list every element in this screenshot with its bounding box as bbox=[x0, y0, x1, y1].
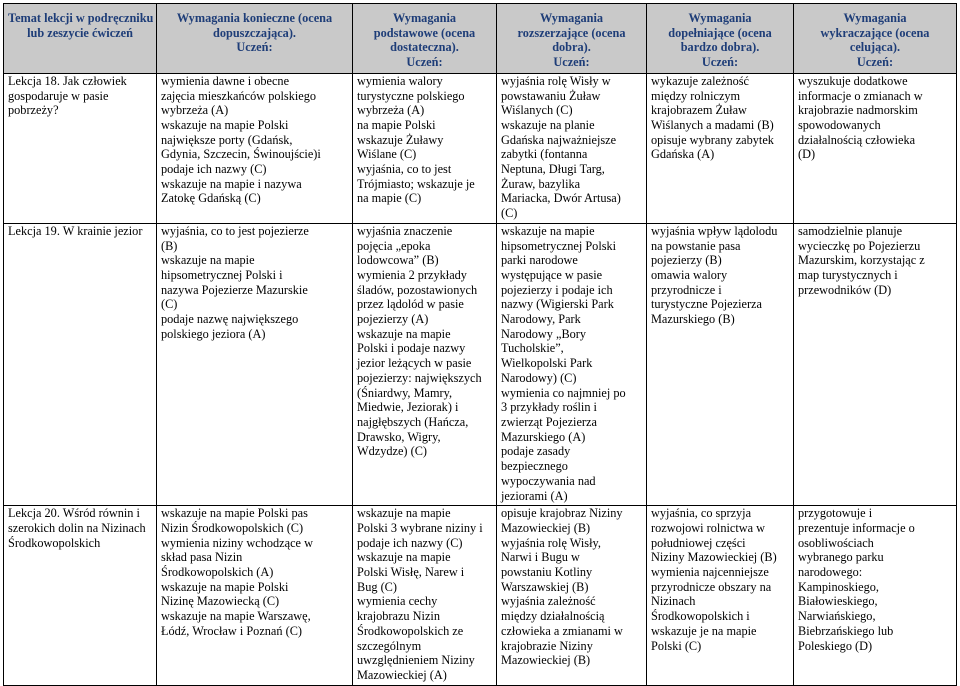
extended-cell bbox=[497, 506, 647, 685]
header-exceeding-requirements bbox=[794, 4, 957, 74]
text-line: Narodowy „Bory bbox=[501, 326, 587, 341]
text-line: Uczeń: bbox=[236, 40, 273, 55]
text-line: wskazuje na mapie bbox=[357, 506, 451, 521]
text-line: najgłębszych (Hańcza, bbox=[357, 414, 469, 429]
text-line: lodowcowa” (B) bbox=[357, 253, 439, 268]
text-line: pobrzeży? bbox=[8, 103, 59, 118]
text-line: Środkowopolskich (A) bbox=[161, 565, 274, 580]
text-line: wskazuje na mapie Polski bbox=[161, 579, 289, 594]
text-line: Narodowy) (C) bbox=[501, 370, 577, 385]
text-line: Wiślanych a madami (B) bbox=[651, 117, 774, 132]
text-line: Uczeń: bbox=[701, 55, 739, 70]
text-line: powstawaniu Żuław bbox=[501, 88, 601, 103]
text-line: nazwy (Wigierski Park bbox=[501, 297, 614, 312]
text-line: Neptuna, Długi Targ, bbox=[501, 162, 605, 177]
text-line: Niziny Mazowieckiej (B) bbox=[651, 550, 777, 565]
text-line: Mazurskim, korzystając z bbox=[798, 253, 925, 268]
text-line: Białowieskiego, bbox=[798, 594, 878, 609]
text-line: Żuraw, bazylika bbox=[501, 176, 581, 191]
text-line: Uczeń: bbox=[553, 55, 590, 70]
text-line: (C) bbox=[501, 206, 518, 221]
text-line: wybrzeża (A) bbox=[161, 103, 229, 118]
text-line: parki narodowe bbox=[501, 253, 578, 268]
text-line: celująca). bbox=[849, 40, 901, 55]
text-line: Gdynia, Szczecin, Świnoujście)i bbox=[161, 147, 321, 162]
text-line: pojęcia „epoka bbox=[357, 238, 431, 253]
text-line: dopuszczająca). bbox=[213, 25, 296, 40]
text-line: Kampinoskiego, bbox=[798, 579, 879, 594]
text-line: Narwiańskiego, bbox=[798, 609, 876, 624]
text-line: Temat lekcji w podręczniku bbox=[8, 11, 154, 25]
header-supplementary-requirements bbox=[647, 4, 794, 74]
text-line: wykazuje zależność bbox=[651, 73, 749, 88]
text-line: Trójmiasto; wskazuje je bbox=[357, 176, 475, 191]
text-line: hipsometrycznej Polski i bbox=[161, 267, 283, 282]
text-line: Gdańska (A) bbox=[651, 147, 715, 162]
text-line: Zatokę Gdańską (C) bbox=[161, 191, 261, 206]
text-line: Środkowopolskich bbox=[8, 535, 101, 550]
text-line: Środkowopolskich ze bbox=[357, 623, 464, 638]
text-line: przyrodnicze i bbox=[651, 282, 722, 297]
text-line: podaje ich nazwy (C) bbox=[357, 535, 463, 550]
text-line: Wdzydze) (C) bbox=[357, 444, 427, 459]
text-line: Tucholskie”, bbox=[501, 341, 564, 356]
text-line: Mazurskiego (A) bbox=[501, 429, 586, 444]
text-line: wyjaśnia znaczenie bbox=[357, 223, 453, 238]
text-line: jeziorami (A) bbox=[501, 488, 568, 503]
text-line: spowodowanych bbox=[798, 117, 881, 132]
text-line: Poleskiego (D) bbox=[798, 638, 873, 653]
text-line: największe porty (Gdańsk, bbox=[161, 132, 293, 147]
text-line: Uczeń: bbox=[856, 55, 894, 70]
text-line: polskiego jeziora (A) bbox=[161, 326, 266, 341]
text-line: Polski Wisłę, Narew i bbox=[357, 565, 465, 580]
text-line: Wymagania konieczne (ocena bbox=[176, 11, 333, 25]
text-line: wypoczywania nad bbox=[501, 473, 596, 488]
text-line: Mariacka, Dwór Artusa) bbox=[501, 191, 621, 206]
text-line: Bug (C) bbox=[357, 579, 397, 594]
text-line: powstaniu Kotliny bbox=[501, 565, 593, 580]
required-cell bbox=[157, 223, 353, 505]
supplementary-cell bbox=[647, 223, 794, 505]
text-line: występujące w pasie bbox=[501, 267, 603, 282]
text-line: Środkowopolskich i bbox=[651, 609, 750, 624]
text-line: wyjaśnia wpływ lądolodu bbox=[651, 223, 778, 238]
text-line: gospodaruje w pasie bbox=[8, 88, 109, 103]
text-line: opisuje krajobraz Niziny bbox=[501, 506, 623, 521]
text-line: Mazowieckiej (B) bbox=[501, 653, 591, 668]
text-line: opisuje wybrany zabytek bbox=[651, 132, 774, 147]
text-line: wyjaśnia zależność bbox=[501, 594, 596, 609]
text-line: krajobrazu Nizin bbox=[357, 609, 440, 624]
text-line: rozwojowi rolnictwa w bbox=[651, 520, 766, 535]
text-line: narodowego: bbox=[798, 565, 863, 580]
text-line: wyjaśnia, co to jest pojezierze bbox=[161, 223, 309, 238]
text-line: Wielkopolski Park bbox=[501, 356, 593, 371]
text-line: hipsometrycznej Polski bbox=[501, 238, 617, 253]
text-line: wyjaśnia rolę Wisły w bbox=[501, 73, 611, 88]
text-line: przygotowuje i bbox=[798, 506, 873, 521]
text-line: informacje o zmianach w bbox=[798, 88, 923, 103]
text-line: Polski i podaje nazwy bbox=[357, 341, 466, 356]
table-row bbox=[4, 506, 957, 685]
text-line: Wymagania bbox=[539, 11, 604, 25]
exceeding-cell bbox=[794, 506, 957, 685]
text-line: wymienia walory bbox=[357, 73, 443, 88]
text-line: Polski 3 wybrane niziny i bbox=[357, 520, 483, 535]
text-line: wskazuje Żuławy bbox=[357, 132, 444, 147]
extended-cell bbox=[497, 223, 647, 505]
text-line: Polski (C) bbox=[651, 638, 702, 653]
text-line: uwzględnieniem Niziny bbox=[357, 653, 475, 668]
text-line: wyjaśnia, co sprzyja bbox=[651, 506, 752, 521]
text-line: śladów, pozostawionych bbox=[357, 282, 478, 297]
text-line: wskazuje na mapie i nazywa bbox=[161, 176, 302, 191]
text-line: wykraczające (ocena bbox=[820, 25, 930, 40]
text-line: turystyczne Pojezierza bbox=[651, 297, 762, 312]
text-line: osobliwościach bbox=[798, 535, 874, 550]
text-line: skład pasa Nizin bbox=[161, 550, 243, 565]
text-line: Nizinę Mazowiecką (C) bbox=[161, 594, 280, 609]
text-line: Mazowieckiej (B) bbox=[501, 520, 591, 535]
text-line: na powstanie pasa bbox=[651, 238, 741, 253]
text-line: wymienia co najmniej po bbox=[501, 385, 626, 400]
requirements-table bbox=[3, 3, 957, 686]
basic-cell bbox=[353, 73, 497, 223]
header-required-requirements bbox=[157, 4, 353, 74]
text-line: Wymagania bbox=[392, 11, 457, 25]
text-line: wymienia dawne i obecne bbox=[161, 73, 290, 88]
text-line: Mazurskiego (B) bbox=[651, 312, 735, 327]
lesson-topic-cell bbox=[4, 506, 157, 685]
supplementary-cell bbox=[647, 506, 794, 685]
text-line: przyrodnicze obszary na bbox=[651, 579, 772, 594]
text-line: wymienia niziny wchodzące w bbox=[161, 535, 313, 550]
text-line: południowej części bbox=[651, 535, 746, 550]
text-line: prezentuje informacje o bbox=[798, 520, 915, 535]
text-line: wskazuje na mapie Polski bbox=[161, 117, 289, 132]
text-line: Narwi i Bugu w bbox=[501, 550, 580, 565]
text-line: Biebrzańskiego lub bbox=[798, 623, 894, 638]
text-line: pojezierzy (A) bbox=[357, 312, 429, 327]
text-line: zajęcia mieszkańców polskiego bbox=[161, 88, 317, 103]
text-line: Drawsko, Wigry, bbox=[357, 429, 441, 444]
text-line: wymienia 2 przykłady bbox=[357, 267, 467, 282]
text-line: dobra). bbox=[552, 40, 591, 55]
text-line: szczególnym bbox=[357, 638, 422, 653]
text-line: pojezierzy: największych bbox=[357, 370, 482, 385]
text-line: pojezierzy i podaje ich bbox=[501, 282, 613, 297]
text-line: wybranego parku bbox=[798, 550, 884, 565]
extended-cell bbox=[497, 73, 647, 223]
text-line: wymienia cechy bbox=[357, 594, 438, 609]
text-line: Gdańska najważniejsze bbox=[501, 132, 617, 147]
text-line: wyjaśnia rolę Wisły, bbox=[501, 535, 601, 550]
text-line: Uczeń: bbox=[406, 55, 443, 70]
text-line: turystyczne polskiego bbox=[357, 88, 465, 103]
text-line: człowieka a zmianami w bbox=[501, 623, 623, 638]
text-line: Mazowieckiej (A) bbox=[357, 667, 447, 682]
lesson-topic-cell bbox=[4, 73, 157, 223]
text-line: Lekcja 19. W krainie jezior bbox=[8, 223, 143, 238]
text-line: krajobrazie nadmorskim bbox=[798, 103, 918, 118]
basic-cell bbox=[353, 223, 497, 505]
text-line: wskazuje na mapie Polski pas bbox=[161, 506, 308, 521]
text-line: (Śniardwy, Mamry, bbox=[357, 385, 453, 400]
text-line: zabytki (fontanna bbox=[501, 147, 588, 162]
header-extended-requirements bbox=[497, 4, 647, 74]
text-line: (D) bbox=[798, 147, 816, 162]
text-line: wskazuje na mapie bbox=[161, 253, 255, 268]
text-line: wskazuje je na mapie bbox=[651, 623, 757, 638]
text-line: Wiślanych (C) bbox=[501, 103, 573, 118]
text-line: wskazuje na mapie bbox=[357, 550, 451, 565]
text-line: wskazuje na mapie Warszawę, bbox=[161, 609, 311, 624]
text-line: zwierząt Pojezierza bbox=[501, 414, 597, 429]
text-line: dopełniające (ocena bbox=[668, 25, 772, 40]
text-line: na mapie (C) bbox=[357, 191, 422, 206]
text-line: wskazuje na planie bbox=[501, 117, 595, 132]
text-line: krajobrazem Żuław bbox=[651, 103, 747, 118]
text-line: podaje nazwę największego bbox=[161, 312, 299, 327]
text-line: pojezierzy (B) bbox=[651, 253, 722, 268]
text-line: Wiślane (C) bbox=[357, 147, 417, 162]
text-line: nazywa Pojezierze Mazurskie bbox=[161, 282, 308, 297]
text-line: bardzo dobra). bbox=[680, 40, 760, 55]
text-line: szerokich dolin na Nizinach bbox=[8, 520, 146, 535]
text-line: Lekcja 18. Jak człowiek bbox=[8, 73, 127, 88]
table-row bbox=[4, 73, 957, 223]
text-line: bezpiecznego bbox=[501, 459, 568, 474]
text-line: omawia walory bbox=[651, 267, 728, 282]
text-line: wyszukuje dodatkowe bbox=[798, 73, 908, 88]
basic-cell bbox=[353, 506, 497, 685]
text-line: Nizinach bbox=[651, 594, 696, 609]
text-line: krajobrazie Niziny bbox=[501, 638, 593, 653]
text-line: Wymagania bbox=[843, 11, 907, 25]
text-line: wyjaśnia, co to jest bbox=[357, 162, 452, 177]
text-line: Miedwie, Jeziorak) i bbox=[357, 400, 459, 415]
required-cell bbox=[157, 73, 353, 223]
text-line: na mapie Polski bbox=[357, 117, 436, 132]
text-line: 3 przykłady roślin i bbox=[501, 400, 597, 415]
text-line: lub zeszycie ćwiczeń bbox=[27, 25, 133, 40]
text-line: wybrzeża (A) bbox=[357, 103, 425, 118]
text-line: przewodników (D) bbox=[798, 282, 892, 297]
text-line: jezior leżących w pasie bbox=[357, 356, 472, 371]
exceeding-cell bbox=[794, 223, 957, 505]
text-line: Wymagania bbox=[688, 11, 752, 25]
text-line: Narodowy, Park bbox=[501, 312, 581, 327]
required-cell bbox=[157, 506, 353, 685]
text-line: przez lądolód w pasie bbox=[357, 297, 464, 312]
header-lesson-topic bbox=[4, 4, 157, 74]
exceeding-cell bbox=[794, 73, 957, 223]
text-line: samodzielnie planuje bbox=[798, 223, 903, 238]
text-line: Nizin Środkowopolskich (C) bbox=[161, 520, 304, 535]
table-row bbox=[4, 223, 957, 505]
text-line: map turystycznych i bbox=[798, 267, 898, 282]
text-line: podstawowe (ocena bbox=[373, 25, 476, 40]
text-line: wymienia najcenniejsze bbox=[651, 565, 769, 580]
text-line: między rolniczym bbox=[651, 88, 741, 103]
text-line: działalnością człowieka bbox=[798, 132, 916, 147]
header-basic-requirements bbox=[353, 4, 497, 74]
text-line: Warszawskiej (B) bbox=[501, 579, 589, 594]
lesson-topic-cell bbox=[4, 223, 157, 505]
text-line: wskazuje na mapie bbox=[357, 326, 451, 341]
text-line: podaje ich nazwy (C) bbox=[161, 162, 267, 177]
text-line: podaje zasady bbox=[501, 444, 571, 459]
text-line: Lekcja 20. Wśród równin i bbox=[8, 506, 140, 521]
text-line: między działalnością bbox=[501, 609, 605, 624]
supplementary-cell bbox=[647, 73, 794, 223]
text-line: wskazuje na mapie bbox=[501, 223, 595, 238]
text-line: Łódź, Wrocław i Poznań (C) bbox=[161, 623, 302, 638]
header-row bbox=[4, 4, 957, 74]
text-line: (B) bbox=[161, 238, 178, 253]
text-line: dostateczna). bbox=[390, 40, 459, 55]
text-line: rozszerzające (ocena bbox=[517, 25, 626, 40]
text-line: (C) bbox=[161, 297, 178, 312]
text-line: wycieczkę po Pojezierzu bbox=[798, 238, 921, 253]
